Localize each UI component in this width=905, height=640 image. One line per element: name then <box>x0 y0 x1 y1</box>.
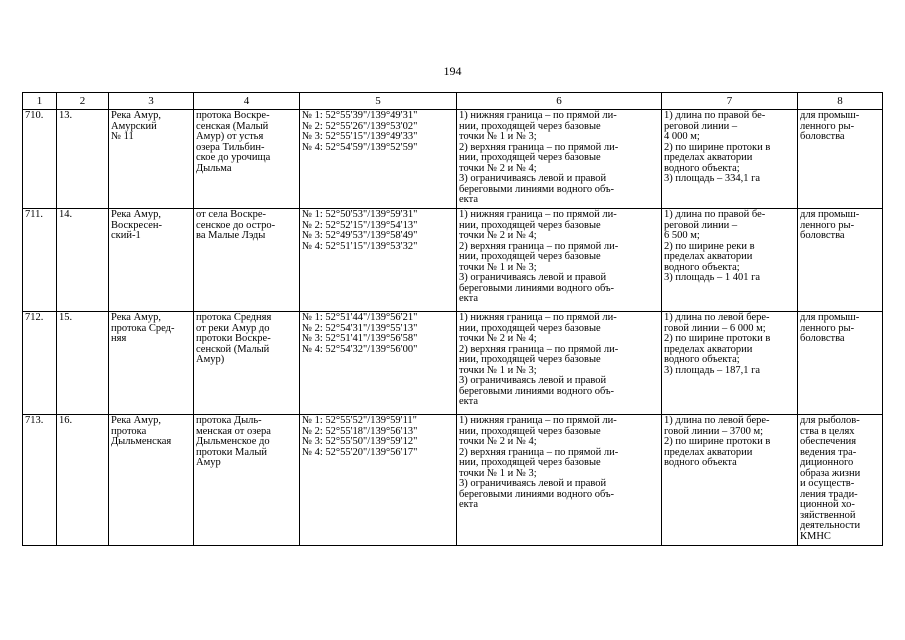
table-row <box>23 312 883 415</box>
table-row <box>23 209 883 312</box>
coordinate-point: № 3: 52°51'41"/139°56'58" <box>302 333 418 344</box>
area-bounds: протока Воскре- сенская (Малый Амур) от устья озера Тильбин- ское до урочища Дыльма <box>194 110 300 209</box>
header-row <box>23 93 883 110</box>
header-col-7: 7 <box>662 93 798 110</box>
area-bounds: протока Дыль- менская от озера Дыльменское до протоки Малый Амур <box>194 415 300 546</box>
coordinate-point: № 2: 52°55'18"/139°56'13" <box>302 425 418 437</box>
coordinate-point: № 2: 52°52'15"/139°54'13" <box>302 219 418 231</box>
coordinate-point: № 4: 52°55'20"/139°56'17" <box>302 446 418 458</box>
coordinate-point: № 4: 52°54'59"/139°52'59" <box>302 141 418 153</box>
coordinate-point: № 1: 52°51'44"/139°56'21" <box>302 312 418 323</box>
header-col-1: 1 <box>23 93 57 110</box>
area-purpose: для рыболов- ства в целях обеспечения ведения тра- диционного образа жизни и осуществ- ления тради- ционной хо- зяйственной деятельности КМНС <box>798 415 883 546</box>
coordinate-point: № 1: 52°50'53"/139°59'31" <box>302 209 418 220</box>
coordinate-point: № 4: 52°54'32"/139°56'00" <box>302 343 418 355</box>
row-number: 711. <box>23 209 57 312</box>
row-sub-number: 13. <box>57 110 109 209</box>
area-size: 1) длина по правой бе- реговой линии – 6 500 м; 2) по ширине реки в пределах акватории водного объекта; 3) площадь – 1 401 га <box>662 209 798 312</box>
area-purpose: для промыш- ленного ры- боловства <box>798 209 883 312</box>
water-body-name: Река Амур, Воскресен- ский-1 <box>109 209 194 312</box>
coordinate-point: № 1: 52°55'39"/139°49'31" <box>302 110 418 121</box>
boundary-description: 1) нижняя граница – по прямой ли- нии, проходящей через базовые точки № 2 и № 4; 2) верхняя граница – по прямой ли- нии, проходящей через базовые точки № 1 и № 3; 3) ограничиваясь левой и правой береговыми линиями водного объ- екта <box>457 209 662 312</box>
header-col-6: 6 <box>457 93 662 110</box>
coordinates-cell <box>300 209 457 312</box>
table-row <box>23 110 883 209</box>
row-sub-number: 14. <box>57 209 109 312</box>
row-number: 713. <box>23 415 57 546</box>
water-body-name: Река Амур, протока Сред- няя <box>109 312 194 415</box>
header-col-4: 4 <box>194 93 300 110</box>
table-row <box>23 415 883 546</box>
coordinate-point: № 1: 52°55'52"/139°59'11" <box>302 415 417 426</box>
row-number: 710. <box>23 110 57 209</box>
area-size: 1) длина по левой бере- говой линии – 6 000 м; 2) по ширине протоки в пределах акватории водного объекта; 3) площадь – 187,1 га <box>662 312 798 415</box>
coordinate-point: № 2: 52°54'31"/139°55'13" <box>302 322 418 334</box>
area-size: 1) длина по правой бе- реговой линии – 4 000 м; 2) по ширине протоки в пределах акватории водного объекта; 3) площадь – 334,1 га <box>662 110 798 209</box>
coordinates-cell <box>300 110 457 209</box>
coordinate-point: № 3: 52°55'50"/139°59'12" <box>302 436 418 447</box>
row-sub-number: 15. <box>57 312 109 415</box>
boundary-description: 1) нижняя граница – по прямой ли- нии, проходящей через базовые точки № 1 и № 3; 2) верхняя граница – по прямой ли- нии, проходящей через базовые точки № 2 и № 4; 3) ограничиваясь левой и правой береговыми линиями водного объ- екта <box>457 110 662 209</box>
coordinate-point: № 3: 52°49'53"/139°58'49" <box>302 230 418 241</box>
area-purpose: для промыш- ленного ры- боловства <box>798 110 883 209</box>
page-number: 194 <box>443 64 462 78</box>
row-sub-number: 16. <box>57 415 109 546</box>
area-size: 1) длина по левой бере- говой линии – 3700 м; 2) по ширине протоки в пределах акватории водного объекта <box>662 415 798 546</box>
water-body-name: Река Амур, Амурский № 11 <box>109 110 194 209</box>
header-col-2: 2 <box>57 93 109 110</box>
area-bounds: от села Воскре- сенское до остро- ва Малые Лэды <box>194 209 300 312</box>
header-col-3: 3 <box>109 93 194 110</box>
boundary-description: 1) нижняя граница – по прямой ли- нии, проходящей через базовые точки № 2 и № 4; 2) верхняя граница – по прямой ли- нии, проходящей через базовые точки № 1 и № 3; 3) ограничиваясь левой и правой береговыми линиями водного объ- екта <box>457 415 662 546</box>
fishing-areas-table <box>22 92 883 546</box>
header-col-5: 5 <box>300 93 457 110</box>
coordinates-cell <box>300 312 457 415</box>
boundary-description: 1) нижняя граница – по прямой ли- нии, проходящей через базовые точки № 2 и № 4; 2) верхняя граница – по прямой ли- нии, проходящей через базовые точки № 1 и № 3; 3) ограничиваясь левой и правой береговыми линиями водного объ- екта <box>457 312 662 415</box>
coordinate-point: № 4: 52°51'15"/139°53'32" <box>302 240 418 252</box>
coordinate-point: № 3: 52°55'15"/139°49'33" <box>302 131 418 142</box>
row-number: 712. <box>23 312 57 415</box>
header-col-8: 8 <box>798 93 883 110</box>
area-purpose: для промыш- ленного ры- боловства <box>798 312 883 415</box>
water-body-name: Река Амур, протока Дыльменская <box>109 415 194 546</box>
coordinates-cell <box>300 415 457 546</box>
coordinate-point: № 2: 52°55'26"/139°53'02" <box>302 120 418 132</box>
area-bounds: протока Средняя от реки Амур до протоки Воскре- сенской (Малый Амур) <box>194 312 300 415</box>
